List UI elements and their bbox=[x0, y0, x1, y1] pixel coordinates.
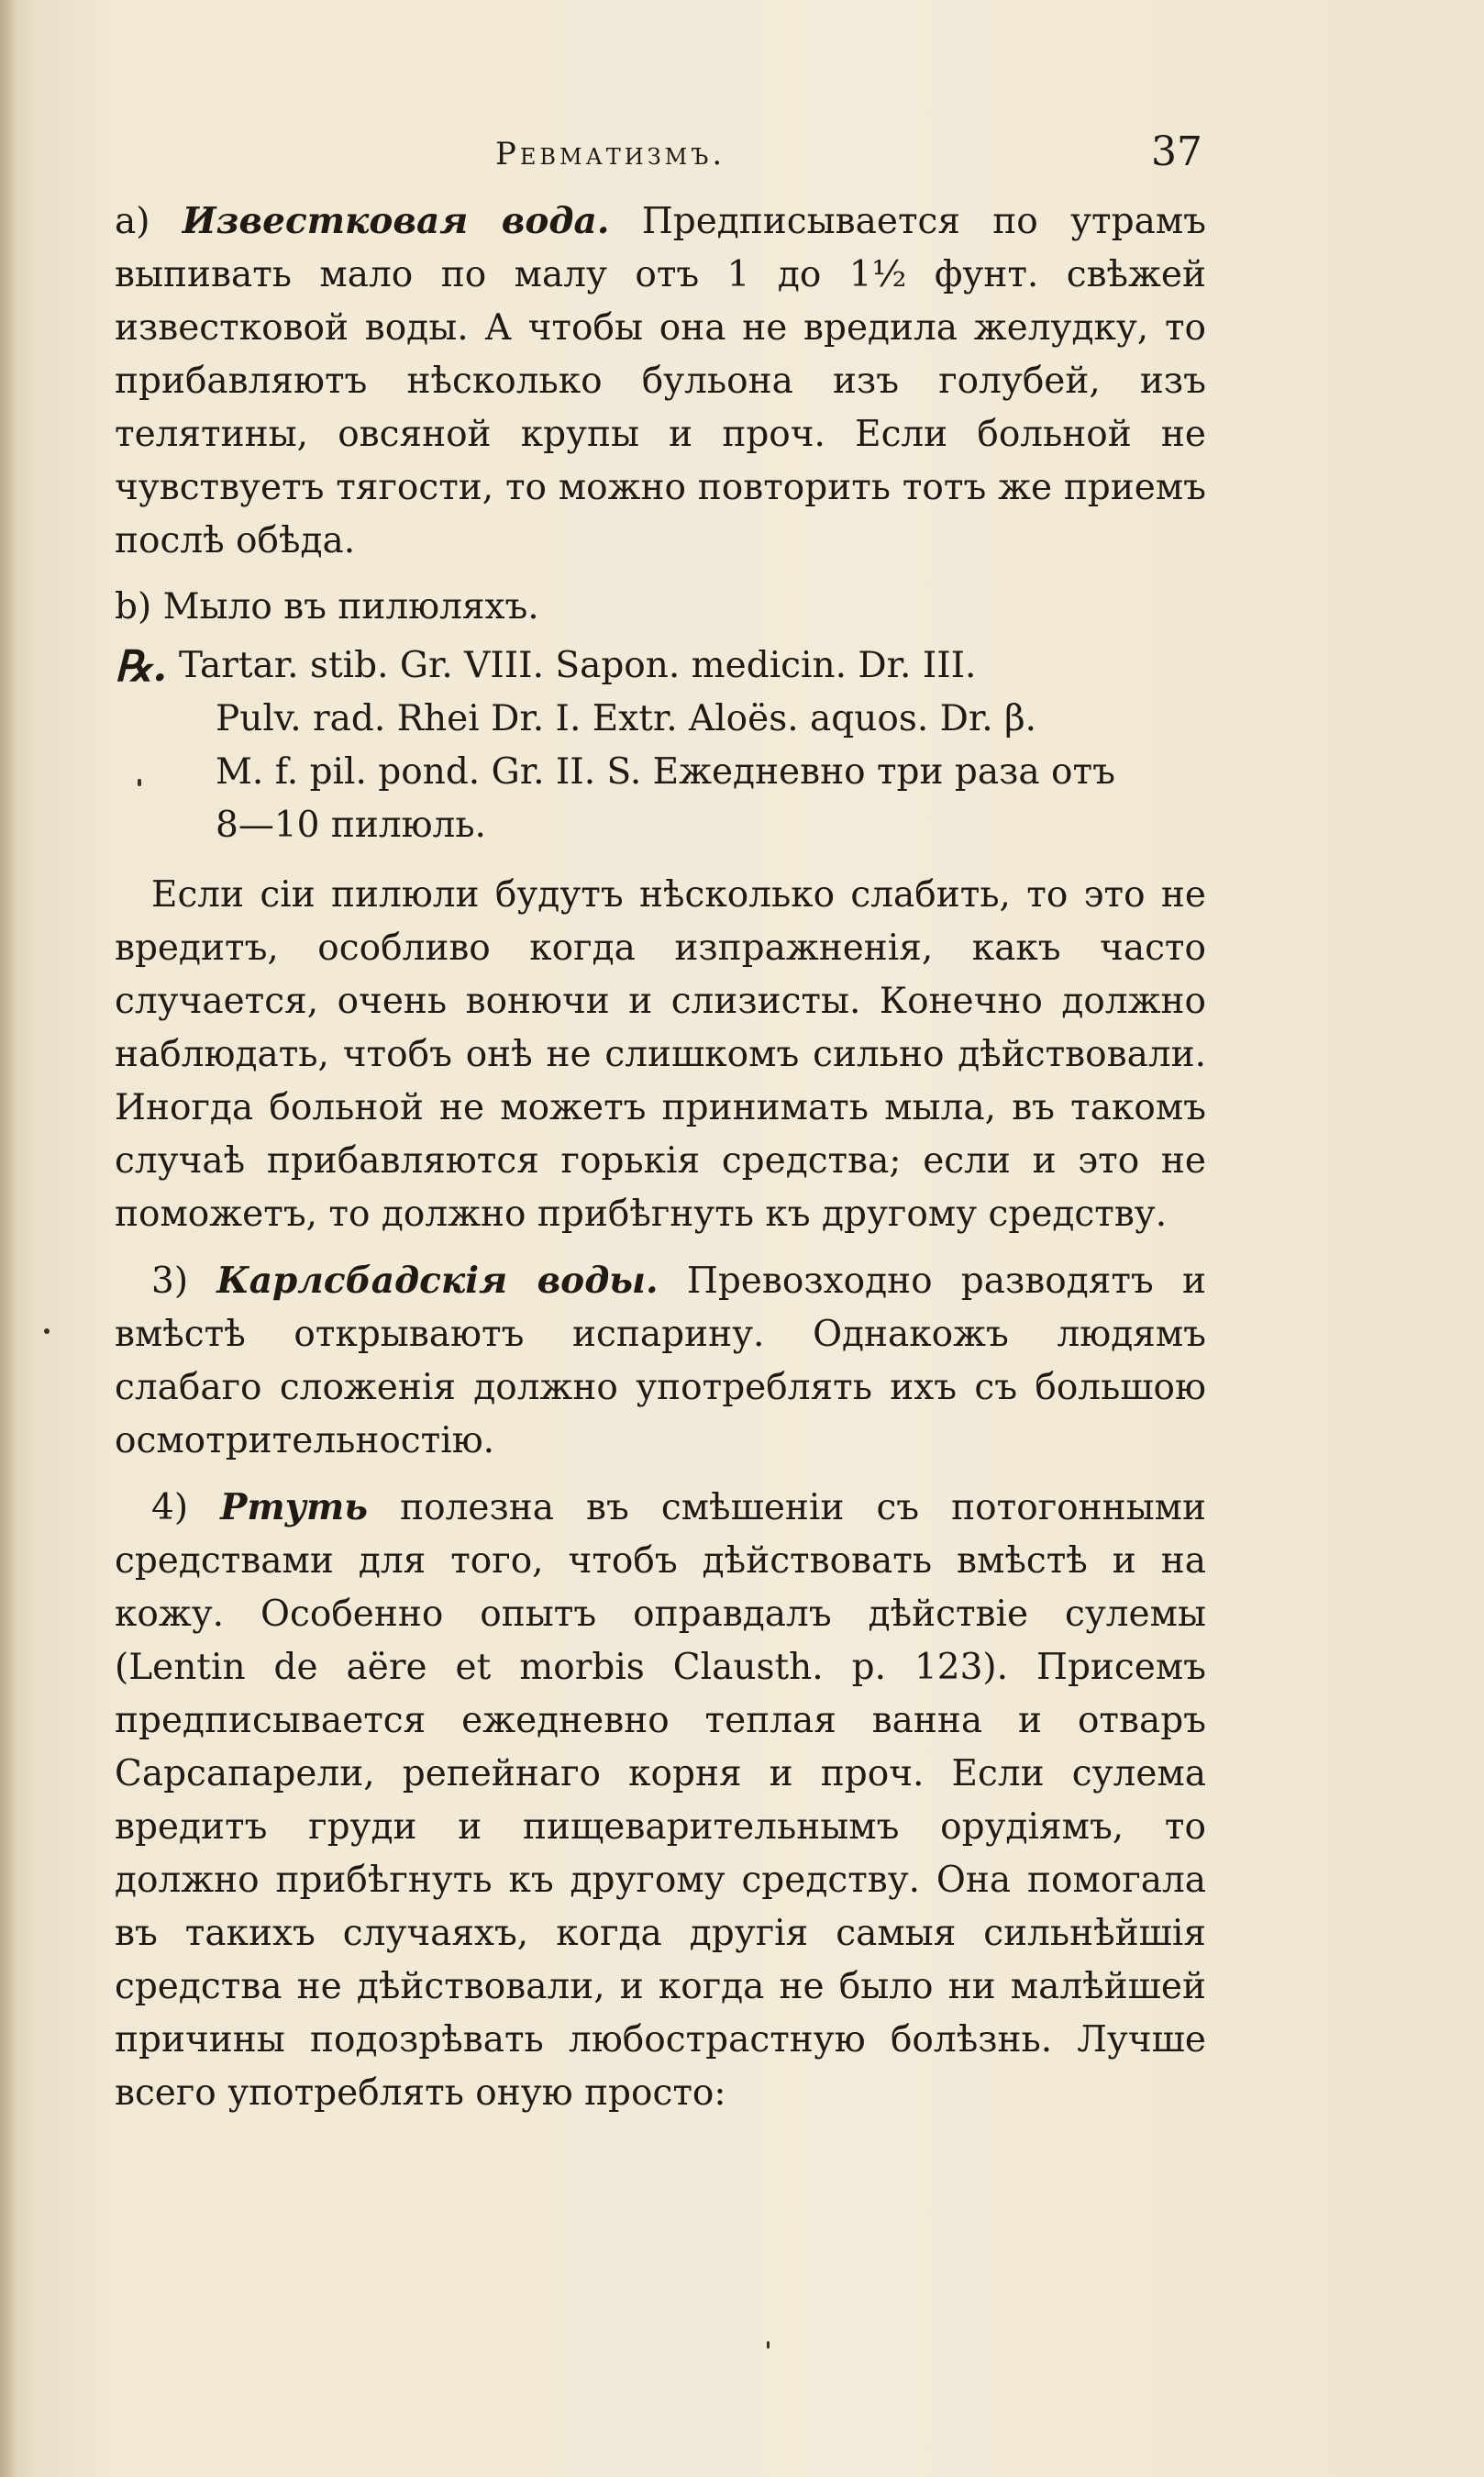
paragraph-text: Мыло въ пилюляхъ. bbox=[162, 586, 539, 628]
paragraph-text: полезна въ смѣшеніи съ потогонными средствами для того, чтобъ дѣйствовать вмѣстѣ и на кожу. Особенно опытъ оправдалъ дѣйствіе сулемы (Lentin de aëre et morbis Clausth. p. 123). Присемъ предписывается ежедневно теплая ванна и отваръ Сарсапарели, репейнаго корня и проч. Если сулема вредитъ груди и пищеварительнымъ орудіямъ, то должно прибѣгнуть къ другому средству. Она помогала въ такихъ случаяхъ, когда другія самыя сильнѣйшія средства не дѣйствовали, и когда не было ни малѣйшей причины подозрѣвать любострастную болѣзнь. Лучше всего употреблять оную просто: bbox=[115, 1487, 1206, 2114]
paragraph-soap-effects bbox=[115, 869, 1206, 1241]
paragraph-marker: a) bbox=[115, 201, 150, 242]
paragraph-term: Известковая вода. bbox=[182, 200, 610, 242]
recipe-symbol: ℞. bbox=[115, 641, 168, 691]
recipe-line: 8—10 пилюль. bbox=[216, 805, 486, 846]
paragraph-a bbox=[115, 194, 1206, 568]
paragraph-4 bbox=[115, 1481, 1206, 2120]
paragraph-text: Превозходно разводятъ и вмѣстѣ открываютъ испарину. Однакожъ людямъ слабаго сложенія должно употреблять ихъ съ большою осмотрительностію. bbox=[115, 1261, 1206, 1461]
page-header bbox=[0, 128, 1484, 183]
running-head: Ревматизмъ. bbox=[495, 136, 726, 172]
paragraph-marker: 3) bbox=[151, 1261, 189, 1302]
prescription bbox=[115, 639, 1206, 852]
page-number: 37 bbox=[1151, 128, 1202, 175]
paragraph-3 bbox=[115, 1254, 1206, 1468]
paragraph-text: Если сіи пилюли будутъ нѣсколько слабить, то это не вредитъ, особливо когда изпражненія, какъ часто случается, очень вонючи и слизисты. Конечно должно наблюдать, чтобъ онѣ не слишкомъ сильно дѣйствовали. Иногда больной не можетъ принимать мыла, въ такомъ случаѣ прибавляются горькія средства; если и это не поможетъ, то должно прибѣгнуть къ другому средству. bbox=[115, 874, 1206, 1235]
page-body bbox=[115, 194, 1206, 2120]
ink-speck bbox=[44, 1328, 50, 1334]
paragraph-marker: 4) bbox=[151, 1487, 189, 1528]
paragraph-marker: b) bbox=[115, 586, 152, 628]
ink-speck bbox=[767, 2341, 770, 2349]
recipe-line: M. f. pil. pond. Gr. II. S. Ежедневно три раза отъ bbox=[216, 751, 1115, 793]
paragraph-term: Ртуть bbox=[220, 1486, 369, 1528]
recipe-line: Tartar. stib. Gr. VIII. Sapon. medicin. Dr. III. bbox=[179, 645, 977, 686]
paragraph-term: Карлсбадскія воды. bbox=[216, 1260, 659, 1302]
recipe-line: Pulv. rad. Rhei Dr. I. Extr. Aloës. aquos. Dr. β. bbox=[216, 698, 1037, 739]
ink-speck bbox=[138, 779, 141, 786]
paragraph-text: Предписывается по утрамъ выпивать мало по малу отъ 1 до 1½ фунт. свѣжей известковой воды. А чтобы она не вредила желудку, то прибавляютъ нѣсколько бульона изъ голубей, изъ телятины, овсяной крупы и проч. Если больной не чувствуетъ тягости, то можно повторить тотъ же приемъ послѣ обѣда. bbox=[115, 201, 1206, 561]
paragraph-b bbox=[115, 581, 1206, 634]
